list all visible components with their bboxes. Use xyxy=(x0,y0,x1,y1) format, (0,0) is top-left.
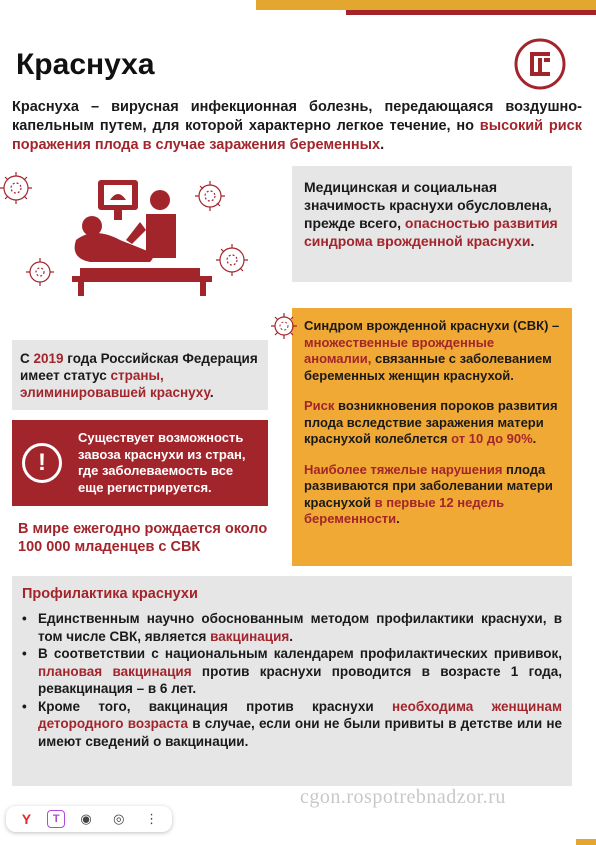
prophylaxis-box xyxy=(12,576,572,786)
svk-risk xyxy=(304,398,560,448)
eye-icon[interactable]: ◉ xyxy=(80,811,92,826)
status-end: . xyxy=(209,385,214,400)
browser-floating-toolbar xyxy=(6,806,172,832)
med-highlight: опасностью развития синдрома врожденной краснухи xyxy=(304,215,558,249)
svk-risk-range: от 10 до 90% xyxy=(451,431,533,446)
svk-severe-end: . xyxy=(396,511,400,526)
item-end: . xyxy=(289,628,294,644)
med-end: . xyxy=(530,233,535,249)
translate-icon[interactable]: T xyxy=(47,810,65,828)
yandex-icon[interactable]: Y xyxy=(21,811,32,827)
list-item xyxy=(22,610,562,645)
status-2019-box xyxy=(12,340,268,410)
list-item xyxy=(22,698,562,751)
prophylaxis-list xyxy=(22,610,562,750)
svk-risk-end: . xyxy=(532,431,537,446)
med-text: Медицинская и социальная значимость краснухи обусловлена, прежде всего, xyxy=(304,179,552,231)
intro-end: . xyxy=(380,137,385,153)
virus-icon xyxy=(268,310,300,342)
svk-severe-highlight: Наиболее тяжелые нарушения xyxy=(304,461,503,477)
svk-risk-highlight: Риск xyxy=(304,398,335,413)
top-stripe-red xyxy=(346,10,596,15)
item-text: Единственным научно обоснованным методом профилактики краснухи, в том числе СВК, является xyxy=(38,611,562,644)
item-highlight: вакцинация xyxy=(210,628,290,644)
exclamation-icon: ! xyxy=(22,443,62,483)
svk-def-text: Синдром врожденной краснухи (СВК) – xyxy=(304,318,560,333)
bottom-corner-stripe xyxy=(576,839,596,845)
site-watermark: cgon.rospotrebnadzor.ru xyxy=(300,786,506,808)
svk-def-highlight: множественные врожденные аномалии, xyxy=(304,334,495,366)
svk-severe xyxy=(304,462,560,528)
item-highlight: необходима женщинам детородного возраста xyxy=(38,698,562,731)
svk-info-box xyxy=(292,308,572,566)
item-text: В соответствии с национальным календарем профилактических прививок, xyxy=(38,646,562,661)
intro-paragraph xyxy=(12,98,582,155)
camera-search-icon[interactable]: ◎ xyxy=(113,811,125,826)
item-end: в случае, если они не были привиты в детстве или не имеют сведений о вакцинации. xyxy=(38,716,562,749)
more-menu-icon[interactable]: ⋮ xyxy=(145,811,159,826)
svk-severe-text: плода развиваются при заболевании матери краснухой xyxy=(304,461,553,510)
status-highlight: страны, элиминировавшей краснуху xyxy=(20,368,210,400)
item-end: против краснухи проводится в возрасте 1 года, ревакцинация – в 6 лет. xyxy=(38,663,562,696)
top-stripe-orange xyxy=(256,0,596,10)
status-text-1: С xyxy=(20,351,34,366)
svk-def-text-2: связанные с заболеванием беременных женщин краснухой. xyxy=(304,351,552,383)
ultrasound-scene-icon xyxy=(72,180,212,296)
medical-significance-box xyxy=(292,166,572,282)
births-statistic: В мире ежегодно рождается около 100 000 младенцев с СВК xyxy=(18,521,268,555)
svk-definition xyxy=(304,318,560,384)
status-year: 2019 xyxy=(33,351,64,366)
svk-severe-weeks: в первые 12 недель беременности xyxy=(304,494,505,526)
svk-risk-text: возникновения пороков развития плода вследствие заражения матери краснухой колеблется xyxy=(304,398,558,446)
import-warning-box xyxy=(12,420,268,506)
status-text-2: года Российская Федерация имеет статус xyxy=(20,351,258,383)
page-title: Краснуха xyxy=(16,48,155,81)
warning-text: Существует возможность завоза краснухи из стран, где заболеваемость все еще регистрируется. xyxy=(78,430,246,495)
intro-highlight: высокий риск поражения плода в случае заражения беременных xyxy=(12,118,582,153)
item-text: Кроме того, вакцинация против краснухи xyxy=(38,698,392,714)
rospotrebnadzor-logo xyxy=(514,38,566,90)
prophylaxis-title: Профилактика краснухи xyxy=(22,586,198,602)
pregnant-woman-illustration xyxy=(0,160,280,310)
item-highlight: плановая вакцинация xyxy=(38,663,192,679)
intro-text: Краснуха – вирусная инфекционная болезнь, передающаяся воздушно-капельным путем, для которой характерно легкое течение, но xyxy=(12,99,582,134)
list-item xyxy=(22,645,562,698)
